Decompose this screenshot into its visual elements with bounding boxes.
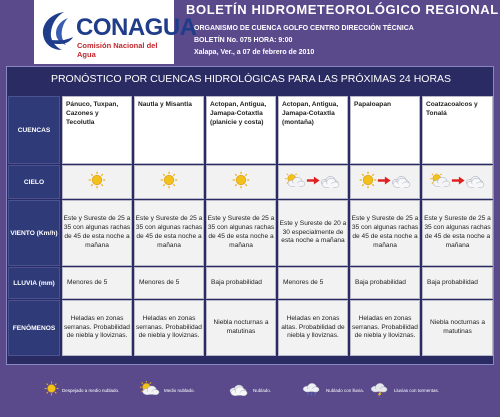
wind-cell [350, 200, 420, 266]
rain-text: Baja probabilidad [427, 278, 478, 286]
phenomena-cell [350, 300, 420, 356]
logo-name: CONAGUA [76, 14, 197, 41]
wind-cell [278, 200, 348, 266]
basin-header [206, 96, 276, 164]
phenomena-text: Heladas en zonas altas. Probabilidad de niebla y lloviznas. [281, 314, 345, 340]
rain-cell [206, 267, 276, 299]
row-label-text: VIENTO (Km/h) [10, 229, 58, 237]
legend-label: Lluvias con tormentas. [394, 388, 440, 393]
wind-text: Este y Sureste de 25 a 35 con algunas rachas de 45 de esta noche a mañana [63, 215, 131, 249]
cloudy-icon [391, 173, 412, 192]
row-label-viento [8, 200, 60, 266]
legend-label: Nublado. [253, 388, 272, 393]
bulletin-organization: ORGANISMO DE CUENCA GOLFO CENTRO DIRECCIÓN TÉCNICA [194, 25, 414, 32]
bulletin-title: BOLETÍN HIDROMETEOROLÓGICO REGIONAL [186, 2, 499, 17]
cloudy-icon [465, 173, 486, 192]
rain-cell [350, 267, 420, 299]
wind-cell [422, 200, 493, 266]
phenomena-text: Heladas en zonas serranas. Probabilidad de niebla y lloviznas. [136, 314, 202, 340]
row-label-text: CUENCAS [17, 126, 51, 134]
basin-header [422, 96, 493, 164]
rain-text: Menores de 5 [67, 278, 108, 286]
wind-text: Este y Sureste de 20 a 30 especialmente de esta noche a mañana [279, 219, 347, 245]
bulletin-header [0, 0, 500, 64]
rain-cell [278, 267, 348, 299]
wind-cell [62, 200, 132, 266]
phenomena-text: Heladas en zonas serranas. Probabilidad de niebla y lloviznas. [64, 314, 130, 340]
legend-label: Medio nublado. [164, 388, 195, 393]
rain-text: Baja probabilidad [355, 278, 406, 286]
row-label-lluvia [8, 267, 60, 299]
rain-text: Menores de 5 [139, 278, 180, 286]
wind-text: Este y Sureste de 25 a 35 con algunas rachas de 45 de esta noche a mañana [424, 215, 491, 249]
basin-header [350, 96, 420, 164]
rain-text: Baja probabilidad [211, 278, 262, 286]
rain-text: Menores de 5 [283, 278, 324, 286]
basin-header [278, 96, 348, 164]
conagua-logo [34, 0, 197, 64]
cloudy-icon [320, 173, 341, 192]
forecast-panel [6, 66, 494, 365]
sun-icon [160, 171, 178, 193]
sun-icon [88, 171, 106, 193]
phenomena-cell [134, 300, 204, 356]
arrow-icon [451, 176, 465, 189]
cloudy-icon [229, 381, 249, 402]
wind-text: Este y Sureste de 25 a 35 con algunas rachas de 45 de esta noche a mañana [135, 215, 203, 249]
conagua-emblem-icon [38, 8, 76, 54]
row-label-text: FENÓMENOS [12, 324, 56, 332]
partly-cloudy-icon [285, 173, 306, 192]
basin-name: Pánuco, Tuxpan, Cazones y Tecolutla [66, 101, 119, 126]
basin-name: Actopan, Antigua, Jamapa-Cotaxtla (planicie y costa) [210, 101, 267, 126]
basin-name: Coatzacoalcos y Tonalá [426, 101, 478, 117]
sky-cell [350, 165, 420, 199]
row-label-fenomenos [8, 300, 60, 356]
legend-label: Nublado con lluvia. [326, 388, 365, 393]
arrow-icon [377, 176, 391, 189]
sky-cell [134, 165, 204, 199]
partly-cloudy-icon [430, 173, 451, 192]
sun-icon [232, 171, 250, 193]
wind-text: Este y Sureste de 25 a 35 con algunas rachas de 45 de esta noche a mañana [351, 215, 419, 249]
basin-name: Actopan, Antigua, Jamapa-Cotaxtla (montaña) [282, 101, 339, 126]
sky-cell [62, 165, 132, 199]
rain-cell [134, 267, 204, 299]
sky-cell [206, 165, 276, 199]
phenomena-text: Heladas en zonas serranas. Probabilidad de niebla y lloviznas. [352, 314, 418, 340]
basin-header [134, 96, 204, 164]
row-label-cielo [8, 165, 60, 199]
bulletin-date: Xalapa, Ver., a 07 de febrero de 2010 [194, 49, 315, 56]
phenomena-cell [206, 300, 276, 356]
sky-cell [422, 165, 493, 199]
legend-label: Despejado a medio nublado. [62, 388, 120, 393]
rain-cell [422, 267, 493, 299]
phenomena-cell [62, 300, 132, 356]
row-label-cuencas [8, 96, 60, 164]
wind-text: Este y Sureste de 25 a 35 con algunas rachas de 45 de esta noche a mañana [207, 215, 275, 249]
row-label-text: LLUVIA (mm) [13, 279, 55, 287]
phenomena-text: Niebla nocturnas a matutinas [213, 319, 269, 335]
sun-icon [359, 171, 377, 193]
wind-cell [134, 200, 204, 266]
sun-icon [44, 381, 59, 401]
basin-name: Papaloapan [354, 101, 392, 108]
basin-name: Nautla y Misantla [138, 101, 192, 108]
phenomena-text: Niebla nocturnas a matutinas [430, 319, 485, 335]
logo-subtitle: Comisión Nacional del Agua [77, 41, 158, 59]
rain-cell [62, 267, 132, 299]
bulletin-number: BOLETÍN No. 075 HORA: 9:00 [194, 37, 293, 44]
sky-cell [278, 165, 348, 199]
row-label-text: CIELO [23, 178, 45, 186]
partly-cloudy-icon [140, 381, 160, 402]
wind-cell [206, 200, 276, 266]
rain-cloud-icon [302, 381, 322, 402]
forecast-title: PRONÓSTICO POR CUENCAS HIDROLÓGICAS PARA LAS PRÓXIMAS 24 HORAS [50, 73, 452, 85]
phenomena-cell [278, 300, 348, 356]
arrow-icon [306, 176, 320, 189]
phenomena-cell [422, 300, 493, 356]
basin-header [62, 96, 132, 164]
storm-cloud-icon [370, 381, 390, 402]
